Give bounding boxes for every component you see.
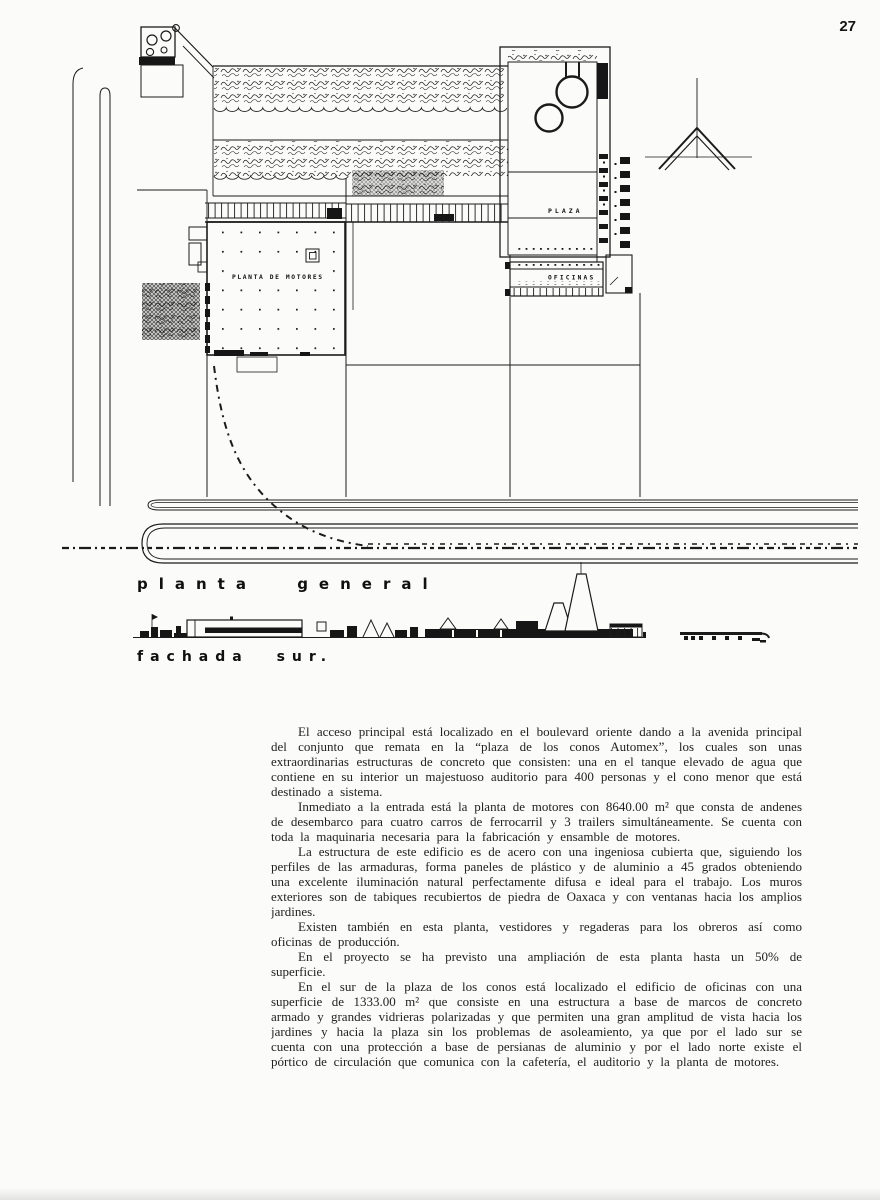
offices-label: OFICINAS — [548, 274, 596, 282]
plaza-label: PLAZA — [548, 207, 583, 215]
facade-caption: fachada sur. — [137, 649, 334, 665]
rail-spur — [214, 366, 368, 546]
page-number: 27 — [839, 18, 856, 35]
motor-plant-label: PLANTA DE MOTORES — [232, 274, 324, 281]
scale-bar — [680, 634, 769, 643]
paragraph: El acceso principal está localizado en el boulevard oriente dando a la avenida principal del conjunto que remata en la “plaza de los conos Automex”, los cuales son unas extraordinarias estructuras de concreto que consisten: una en el tanque elevado de agua que contiene en su interior un majestuoso auditorio para 400 personas y el cono menor que está destinado a sistema. — [271, 724, 802, 799]
plan-caption: planta general — [137, 575, 439, 593]
paragraph: En el proyecto se ha previsto una ampliación de esta planta hasta un 50% de superficie. — [271, 949, 802, 979]
railroad-line — [62, 544, 858, 548]
minor-cone — [536, 105, 563, 132]
paragraph: Inmediato a la entrada está la planta de motores con 8640.00 m² que consta de andenes de desembarco para cuatro carros de ferrocarril y 3 trailers simultáneamente. Se cuenta con toda la maquinaria necesaria para la fabricación y ensamble de motores. — [271, 799, 802, 844]
hatched-parking-block — [142, 283, 200, 340]
paragraph: Existen también en esta planta, vestidores y regaderas para los obreros así como oficinas de producción. — [271, 919, 802, 949]
deportes-label-bar — [139, 57, 175, 65]
plaza-complex — [500, 47, 610, 262]
offices-building — [505, 255, 632, 296]
motor-plant-building — [189, 222, 345, 372]
deportes-building — [139, 25, 214, 97]
plaza-east-markers — [599, 154, 630, 248]
page-edge-shadow — [0, 1188, 880, 1200]
tree-band-south — [213, 140, 508, 196]
site-plan — [62, 25, 858, 593]
north-arrow-icon — [645, 78, 752, 170]
article-text — [271, 724, 802, 1096]
paragraph: La estructura de este edificio es de acero con una ingeniosa cubierta que, siguiendo los perfiles de las armaduras, forma paneles de plástico y de aluminio a 45 grados obteniendo una excelente iluminación natural perfectamente difusa e ideal para el trabajo. Los muros exteriores son de tabiques recubiertos de piedra de Oaxaca y con ventanas hacia los amplios jardines. — [271, 844, 802, 919]
facade-cone-tall — [565, 574, 598, 631]
water-tank-cone — [557, 77, 588, 108]
paragraph: En el sur de la plaza de los conos está localizado el edificio de oficinas con una superficie de 1333.00 m² que consiste en una estructura a base de marcos de concreto armado y grandes vidrieras polarizadas y que permiten una gran amplitud de vista hacia los jardines y hacia la plaza sin los problemas de asoleamiento, ya que por el lado sur se cuenta con una protección a base de persianas de aluminio y por el lado norte existe el pórtico de circulación que comunica con la cafetería, el auditorio y la planta de motores. — [271, 979, 802, 1069]
boulevard — [142, 500, 858, 563]
